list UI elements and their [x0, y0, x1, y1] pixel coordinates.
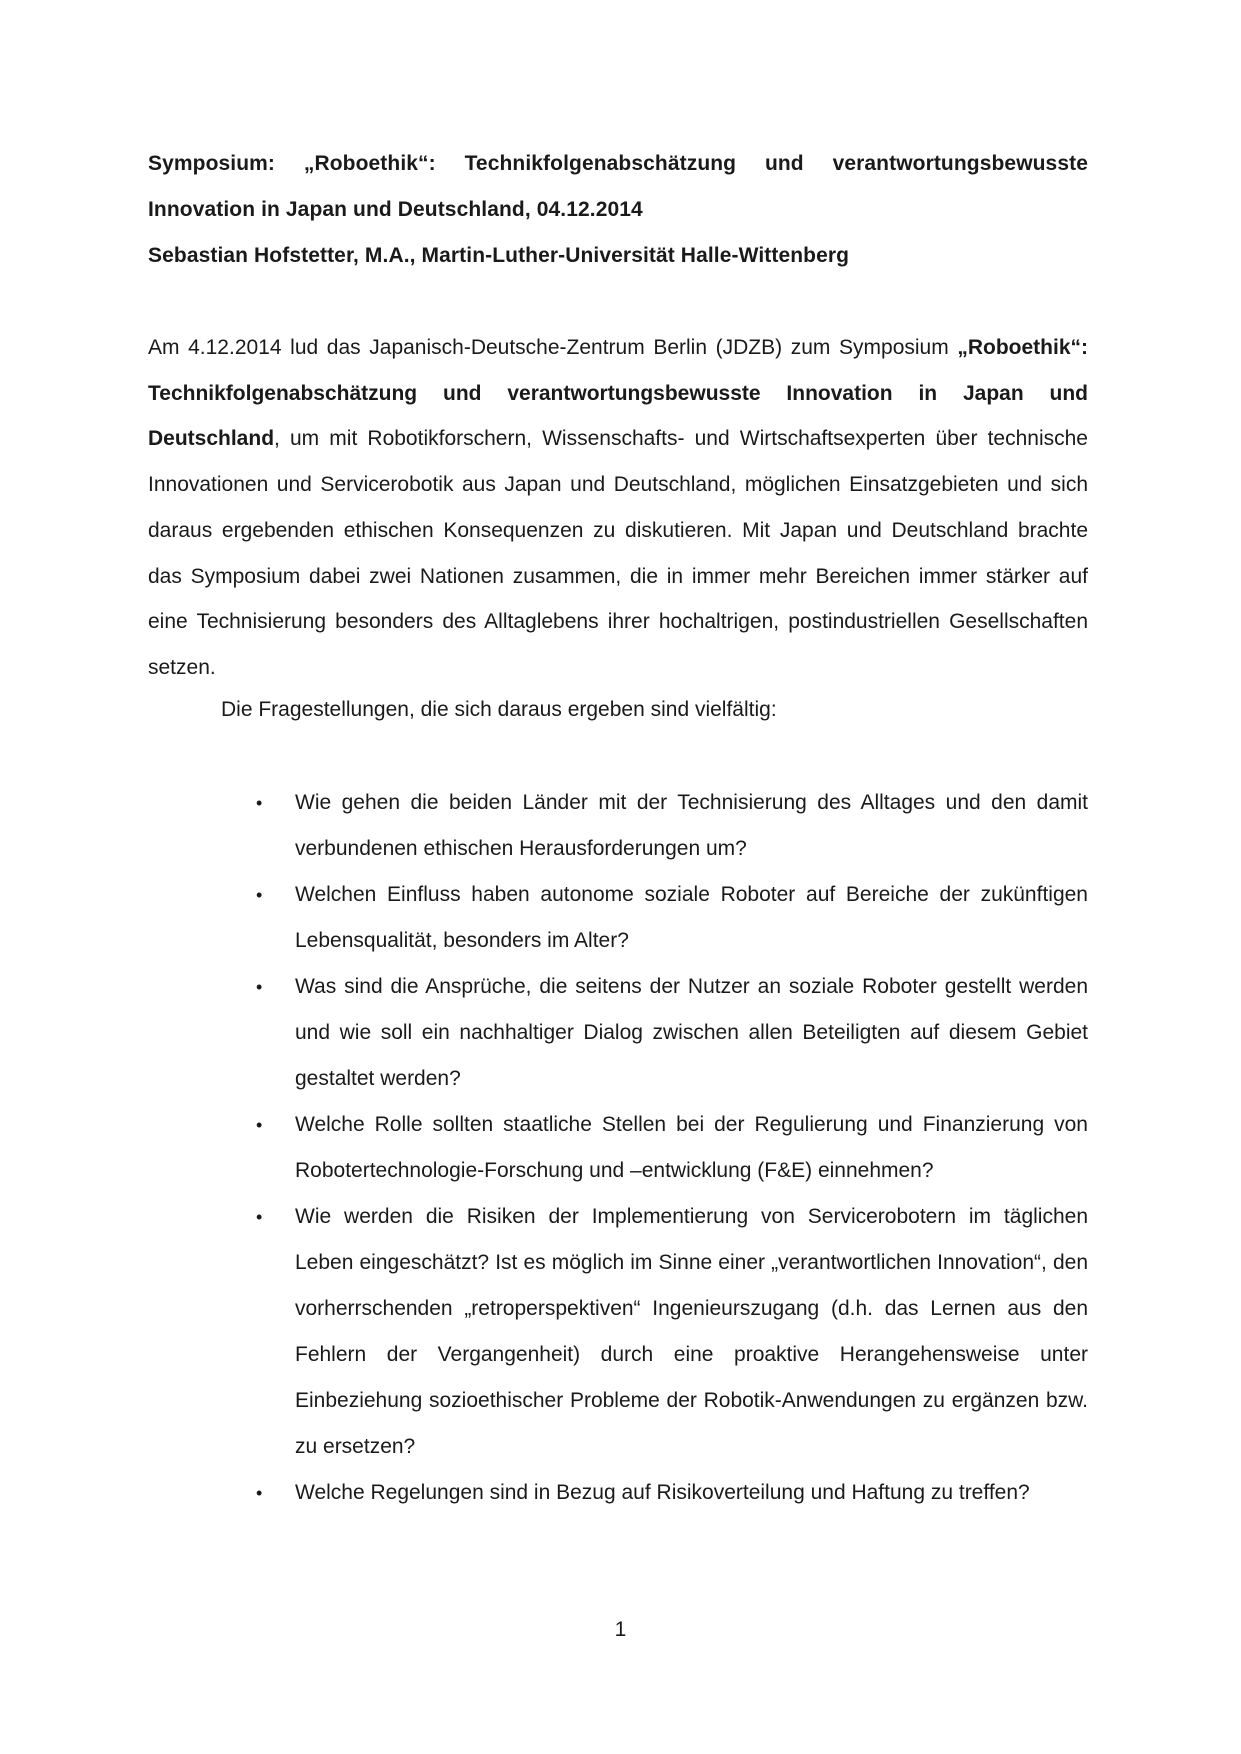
list-item-text: Welche Rolle sollten staatliche Stellen bei der Regulierung und Finanzierung von Robotertechnologie-Forschung und –entwicklung (F&E) einnehmen? [295, 1113, 1088, 1182]
list-item-text: Welche Regelungen sind in Bezug auf Risikoverteilung und Haftung zu treffen? [295, 1481, 1030, 1504]
list-item [148, 872, 1088, 964]
bullet-icon: • [256, 1483, 263, 1503]
bullet-icon: • [256, 885, 263, 905]
list-item [148, 1102, 1088, 1194]
list-item [148, 1470, 1088, 1516]
questions-intro: Die Fragestellungen, die sich daraus ergeben sind vielfältig: [221, 698, 777, 721]
author-line: Sebastian Hofstetter, M.A., Martin-Luther-Universität Halle-Wittenberg [148, 244, 850, 267]
list-item-text: Was sind die Ansprüche, die seitens der Nutzer an soziale Roboter gestellt werden und wie soll ein nachhaltiger Dialog zwischen allen Beteiligten auf diesem Gebiet gestaltet werden? [295, 975, 1088, 1090]
list-item-text: Welchen Einfluss haben autonome soziale Roboter auf Bereiche der zukünftigen Lebensqualität, besonders im Alter? [295, 883, 1088, 952]
intro-text-part2: , um mit Robotikforschern, Wissenschafts- und Wirtschaftsexperten über technische Innovationen und Servicerobotik aus Japan und Deutschland, möglichen Einsatzgebieten und sich daraus ergebenden ethischen Konsequenzen zu diskutieren. Mit Japan und Deutschland brachte das Symposium dabei zwei Nationen zusammen, die in immer mehr Bereichen immer stärker auf eine Technisierung besonders des Alltaglebens ihrer hochaltrigen, postindustriellen Gesellschaften setzen. [148, 427, 1088, 679]
intro-text-part1: Am 4.12.2014 lud das Japanisch-Deutsche-Zentrum Berlin (JDZB) zum Symposium [148, 336, 958, 359]
list-item [148, 1194, 1088, 1470]
questions-list [148, 780, 1088, 1516]
document-title: Symposium: „Roboethik“: Technikfolgenabschätzung und verantwortungsbewusste Innovation in Japan und Deutschland, 04.12.2014 [148, 152, 1088, 221]
page-number: 1 [614, 1618, 627, 1641]
intro-bold-title: „Roboethik“: Technikfolgenabschätzung und verantwortungsbewusste Innovation in Japan und Deutschland [148, 336, 1088, 451]
list-item [148, 964, 1088, 1102]
list-item-text: Wie gehen die beiden Länder mit der Technisierung des Alltages und den damit verbundenen ethischen Herausforderungen um? [295, 791, 1088, 860]
list-item-text: Wie werden die Risiken der Implementierung von Servicerobotern im täglichen Leben eingeschätzt? Ist es möglich im Sinne einer „verantwortlichen Innovation“, den vorherrschenden „retroperspektiven“ Ingenieurszugang (d.h. das Lernen aus den Fehlern der Vergangenheit) durch eine proaktive Herangehensweise unter Einbeziehung sozioethischer Probleme der Robotik-Anwendungen zu ergänzen bzw. zu ersetzen? [295, 1205, 1088, 1458]
intro-paragraph [148, 325, 1088, 691]
bullet-icon: • [256, 1207, 263, 1227]
list-item [148, 780, 1088, 872]
bullet-icon: • [256, 977, 263, 997]
bullet-icon: • [256, 1115, 263, 1135]
bullet-icon: • [256, 793, 263, 813]
document-header [148, 141, 1088, 279]
